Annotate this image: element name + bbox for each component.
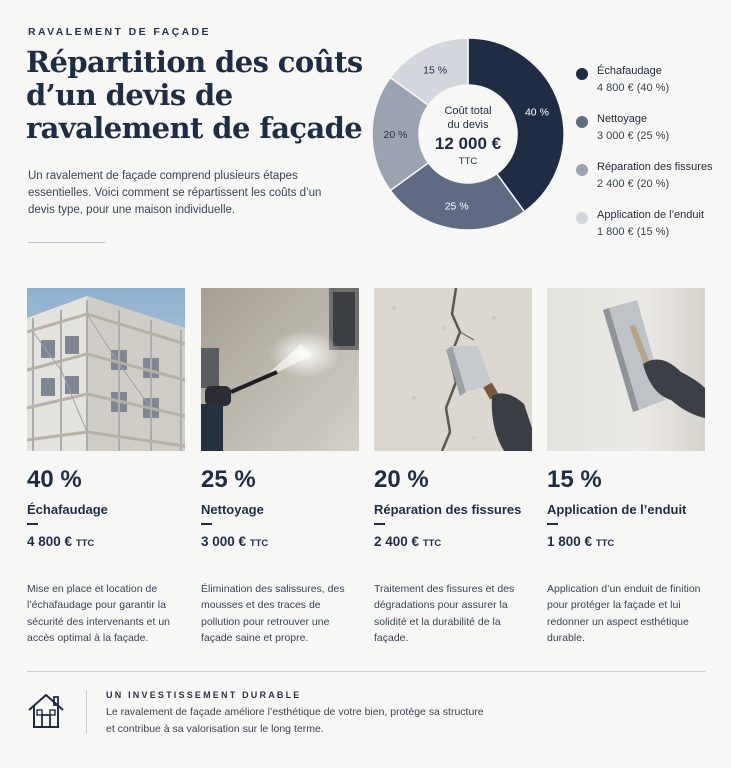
chart-legend bbox=[576, 64, 726, 256]
legend-item-3 bbox=[576, 208, 726, 256]
card-reparation bbox=[374, 288, 532, 647]
scaffolding-photo bbox=[27, 288, 185, 451]
center-label-line-2: du devis bbox=[447, 119, 489, 131]
card-divider bbox=[547, 523, 558, 525]
legend-value: 1 800 € (15 %) bbox=[597, 226, 670, 238]
card-description: Traitement des fissures et des dégradations pour assurer la solidité et la durabilité de la façade. bbox=[374, 582, 515, 644]
card-percent: 20 % bbox=[374, 466, 429, 493]
slice-label-3: 15 % bbox=[423, 64, 448, 77]
card-amount: 3 000 € TTC bbox=[201, 533, 269, 549]
card-title: Application de l’enduit bbox=[547, 502, 687, 517]
card-percent: 15 % bbox=[547, 466, 602, 493]
legend-swatch bbox=[576, 164, 588, 176]
legend-item-1 bbox=[576, 112, 726, 160]
center-total-value: 12 000 € bbox=[434, 134, 502, 153]
card-title: Réparation des fissures bbox=[374, 502, 522, 517]
footer-vertical-divider bbox=[86, 690, 87, 734]
intro-text: Un ravalement de façade comprend plusieurs étapes essentielles. Voici comment se répartissent les coûts d’un devis type, pour une maison individuelle. bbox=[28, 170, 322, 216]
legend-name: Réparation des fissures bbox=[597, 161, 713, 173]
crack-repair-photo bbox=[374, 288, 532, 451]
card-echafaudage bbox=[27, 288, 185, 647]
slice-label-1: 25 % bbox=[444, 200, 469, 213]
card-title: Nettoyage bbox=[201, 502, 264, 517]
card-amount: 1 800 € TTC bbox=[547, 533, 615, 549]
center-label-line-1: Coût total bbox=[444, 105, 492, 117]
legend-name: Application de l’enduit bbox=[597, 209, 705, 221]
legend-swatch bbox=[576, 212, 588, 224]
card-divider bbox=[201, 523, 212, 525]
legend-value: 4 800 € (40 %) bbox=[597, 82, 670, 94]
card-description: Application d’un enduit de finition pour protéger la façade et lui redonner un aspect esthétique durable. bbox=[547, 582, 701, 644]
slice-label-0: 40 % bbox=[524, 106, 549, 119]
legend-value: 3 000 € (25 %) bbox=[597, 130, 670, 142]
legend-name: Nettoyage bbox=[597, 113, 648, 125]
house-icon bbox=[26, 690, 66, 730]
legend-item-0 bbox=[576, 64, 726, 112]
legend-value: 2 400 € (20 %) bbox=[597, 178, 670, 190]
card-title: Échafaudage bbox=[27, 502, 108, 517]
legend-swatch bbox=[576, 116, 588, 128]
card-percent: 40 % bbox=[27, 466, 82, 493]
card-amount: 2 400 € TTC bbox=[374, 533, 442, 549]
intro-divider bbox=[28, 242, 105, 243]
card-amount: 4 800 € TTC bbox=[27, 533, 95, 549]
page-title: Répartition des coûts d’un devis de ravalement de façade bbox=[26, 45, 363, 145]
footer-divider bbox=[27, 671, 705, 672]
eyebrow: RAVALEMENT DE FAÇADE bbox=[28, 26, 211, 38]
cost-donut-chart bbox=[370, 36, 566, 232]
card-percent: 25 % bbox=[201, 466, 256, 493]
slice-label-2: 20 % bbox=[383, 129, 408, 141]
plastering-photo bbox=[547, 288, 705, 451]
card-description: Mise en place et location de l’échafaudage pour garantir la sécurité des intervenants et un accès optimal à la façade. bbox=[27, 582, 171, 644]
card-nettoyage bbox=[201, 288, 359, 647]
legend-item-2 bbox=[576, 160, 726, 208]
card-divider bbox=[374, 523, 385, 525]
card-description: Élimination des salissures, des mousses et des traces de pollution pour retrouver une façade saine et propre. bbox=[201, 582, 345, 644]
card-enduit bbox=[547, 288, 705, 647]
center-total-unit: TTC bbox=[458, 156, 478, 167]
footer-heading: UN INVESTISSEMENT DURABLE bbox=[106, 690, 302, 700]
card-divider bbox=[27, 523, 38, 525]
pressure-washing-photo bbox=[201, 288, 359, 451]
legend-name: Échafaudage bbox=[597, 65, 662, 77]
legend-swatch bbox=[576, 68, 588, 80]
footer-text: Le ravalement de façade améliore l’esthétique de votre bien, protège sa structure et contribue à sa valorisation sur le long terme. bbox=[106, 706, 484, 735]
